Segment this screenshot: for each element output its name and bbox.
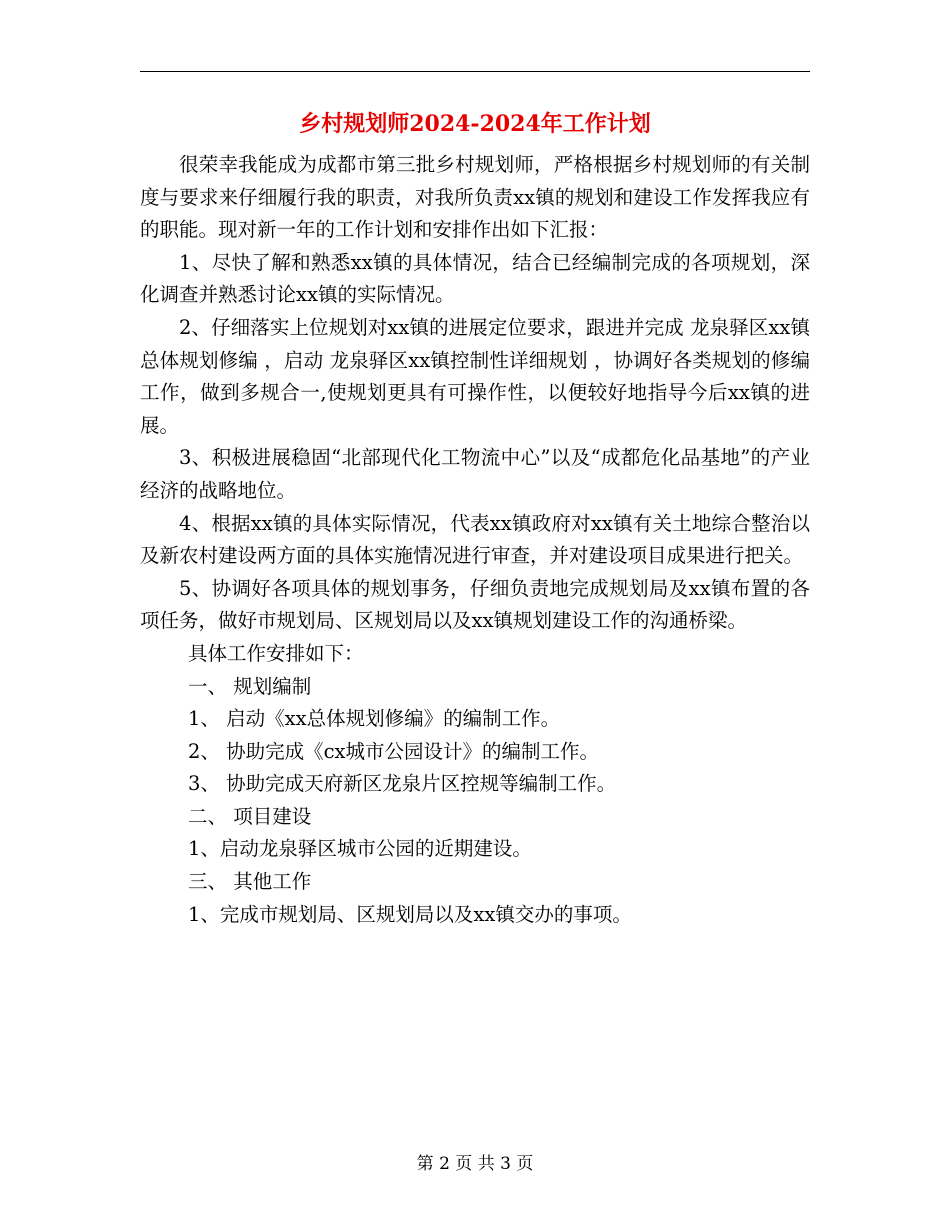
header-rule xyxy=(140,71,810,72)
section-heading-other: 三、 其他工作 xyxy=(188,870,312,894)
list-item: 1、 启动《xx总体规划修编》的编制工作。 xyxy=(188,707,561,731)
paragraph-item-3: 3、积极进展稳固“北部现代化工物流中心”以及“成都危化品基地”的产业经济的战略地位。 xyxy=(140,446,810,502)
paragraph-item-4: 4、根据xx镇的具体实际情况，代表xx镇政府对xx镇有关土地综合整治以及新农村建设两方面的具体实施情况进行审查，并对建设项目成果进行把关。 xyxy=(140,511,810,568)
document-body xyxy=(140,149,810,931)
list-item: 1、完成市规划局、区规划局以及xx镇交办的事项。 xyxy=(188,902,632,926)
schedule-heading: 具体工作安排如下： xyxy=(188,641,364,665)
list-item: 1、启动龙泉驿区城市公园的近期建设。 xyxy=(188,837,532,861)
section-heading-planning: 一、 规划编制 xyxy=(188,674,312,698)
page-number-footer: 第 2 页 共 3 页 xyxy=(416,1154,534,1174)
paragraph-item-2: 2、仔细落实上位规划对xx镇的进展定位要求，跟进并完成 龙泉驿区xx镇总体规划修编 ，启动 龙泉驿区xx镇控制性详细规划 ，协调好各类规划的修编工作，做到多规合一,使规划更具有可操作性，以便较好地指导今后xx镇的进展。 xyxy=(140,315,810,437)
paragraph-item-5: 5、协调好各项具体的规划事务，仔细负责地完成规划局及xx镇布置的各项任务，做好市规划局、区规划局以及xx镇规划建设工作的沟通桥梁。 xyxy=(140,576,810,633)
paragraph-item-1: 1、尽快了解和熟悉xx镇的具体情况，结合已经编制完成的各项规划，深化调查并熟悉讨论xx镇的实际情况。 xyxy=(140,250,810,307)
document-title: 乡村规划师2024-2024年工作计划 xyxy=(299,111,651,137)
list-item: 2、 协助完成《cx城市公园设计》的编制工作。 xyxy=(188,739,600,763)
section-heading-projects: 二、 项目建设 xyxy=(188,804,312,828)
list-item: 3、 协助完成天府新区龙泉片区控规等编制工作。 xyxy=(188,772,617,796)
paragraph-intro: 很荣幸我能成为成都市第三批乡村规划师，严格根据乡村规划师的有关制度与要求来仔细履行我的职责，对我所负责xx镇的规划和建设工作发挥我应有的职能。现对新一年的工作计划和安排作出如下汇报： xyxy=(140,153,810,242)
